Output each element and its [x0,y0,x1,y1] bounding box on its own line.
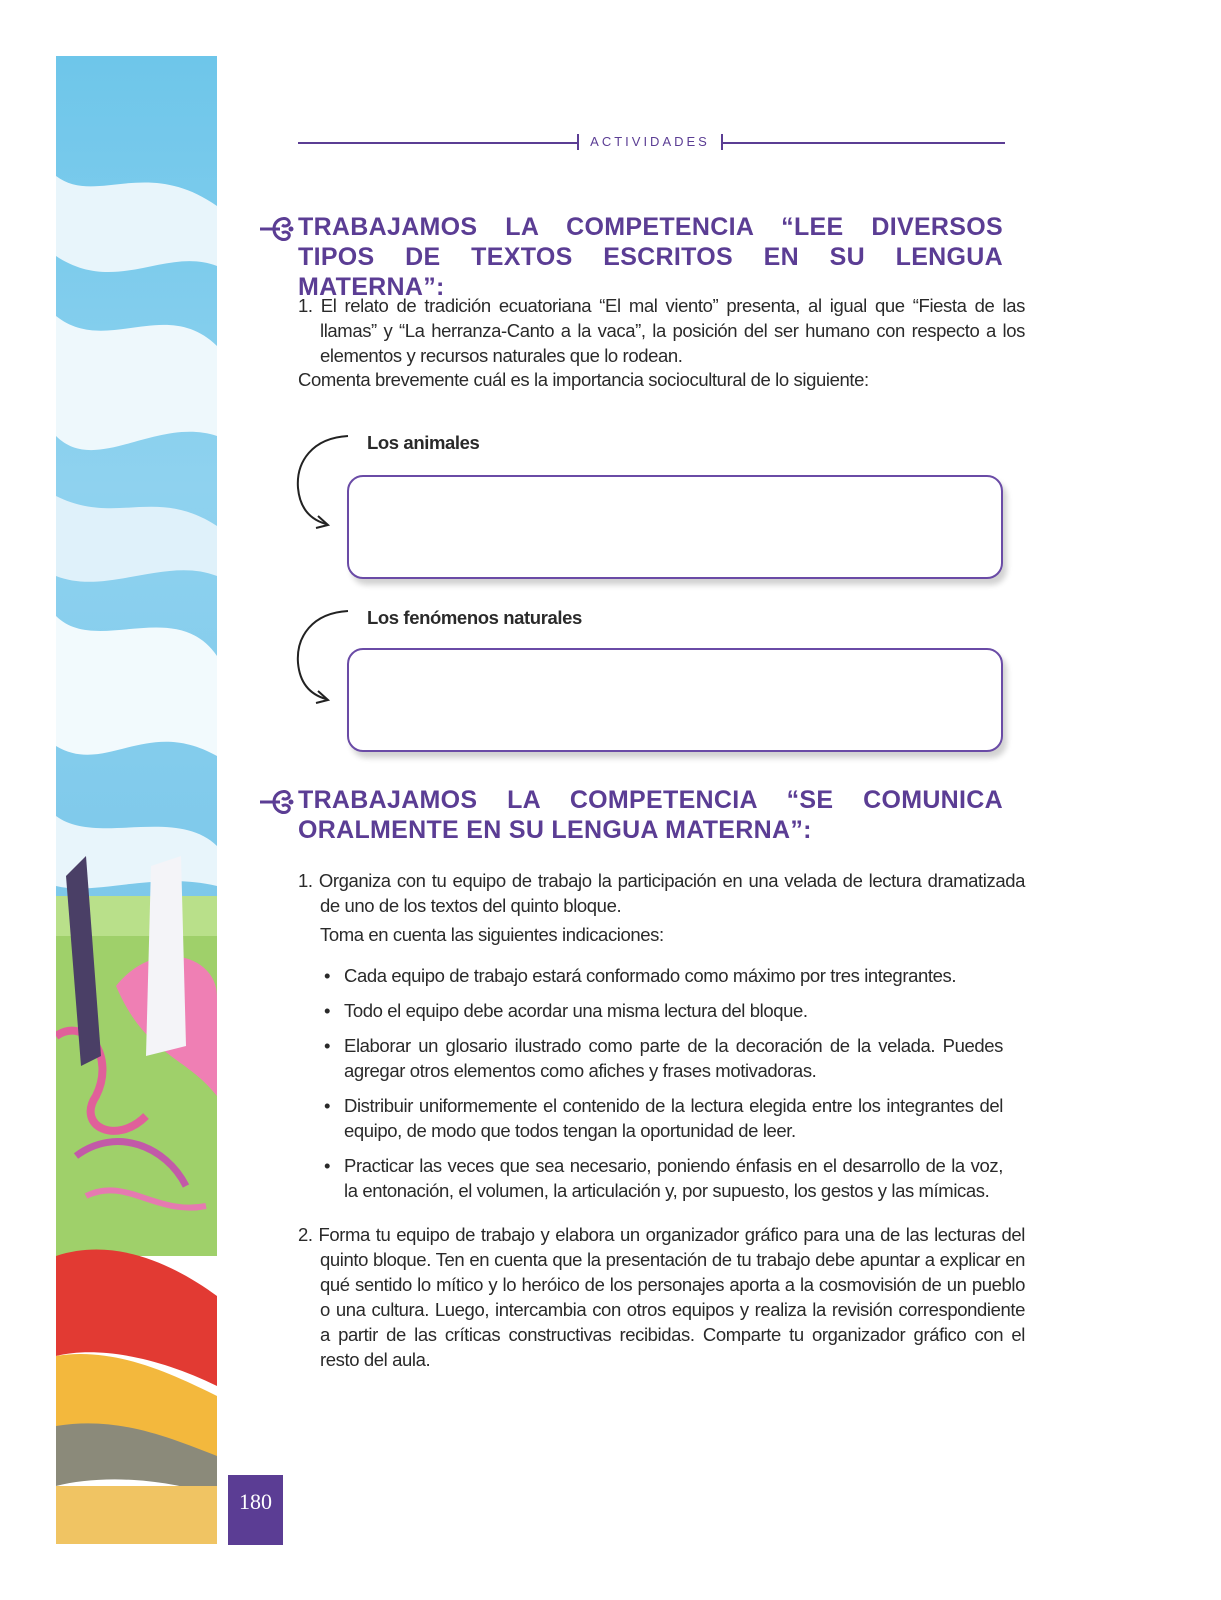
section2-item2: 2. Forma tu equipo de trabajo y elabora un organizador gráfico para una de las lecturas del quinto bloque. Ten en cuenta que la presentación de tu trabajo debe apuntar a explicar en qué sentido lo mítico y lo heróico de los personajes aporta a la cosmovisión de un pueblo o una cultura. Luego, intercambia con otros equipos y realiza la revisión correspondiente a partir de las críticas constructivas recibidas. Comparte tu organizador gráfico con el resto del aula. [298,1224,1025,1370]
indications-list [322,963,1003,1213]
header-line-left [298,142,578,144]
header-line-right [721,142,1005,144]
section1-prompt: Comenta brevemente cuál es la importancia sociocultural de lo siguiente: [298,369,869,390]
section2-item1-sub: Toma en cuenta las siguientes indicaciones: [320,924,664,945]
answer2-label: Los fenómenos naturales [367,607,582,628]
list-item: • Distribuir uniformemente el contenido de la lectura elegida entre los integrantes del equipo, de modo que todos tengan la oportunidad de leer. [322,1093,1003,1143]
fleuron-icon [258,212,296,246]
page-number: 180 [228,1475,283,1545]
fleuron-icon [258,785,296,819]
section1-item1: 1. El relato de tradición ecuatoriana “El mal viento” presenta, al igual que “Fiesta de las llamas” y “La herranza-Canto a la vaca”, la posición del ser humano con respecto a los elementos y recursos naturales que lo rodean. [298,295,1025,366]
answer1-box[interactable] [347,475,1003,579]
list-item: • Elaborar un glosario ilustrado como parte de la decoración de la velada. Puedes agregar otros elementos como afiches y frases motivadoras. [322,1033,1003,1083]
curved-arrow-icon [292,607,352,707]
curved-arrow-icon [292,432,352,532]
list-item: • Todo el equipo debe acordar una misma lectura del bloque. [322,998,1003,1023]
list-item: • Cada equipo de trabajo estará conformado como máximo por tres integrantes. [322,963,1003,988]
answer2-box[interactable] [347,648,1003,752]
side-illustration [56,56,217,1544]
section-header [298,132,1005,152]
section2-title: TRABAJAMOS LA COMPETENCIA “SE COMUNICA ORALMENTE EN SU LENGUA MATERNA”: [298,786,1003,844]
section1-title: TRABAJAMOS LA COMPETENCIA “LEE DIVERSOS TIPOS DE TEXTOS ESCRITOS EN SU LENGUA MATERNA”: [298,213,1003,301]
header-label: ACTIVIDADES [590,134,710,149]
list-item: • Practicar las veces que sea necesario, poniendo énfasis en el desarrollo de la voz, la entonación, el volumen, la articulación y, por supuesto, los gestos y las mímicas. [322,1153,1003,1203]
answer1-label: Los animales [367,432,480,453]
section2-item1: 1. Organiza con tu equipo de trabajo la participación en una velada de lectura dramatizada de uno de los textos del quinto bloque. [298,870,1025,916]
